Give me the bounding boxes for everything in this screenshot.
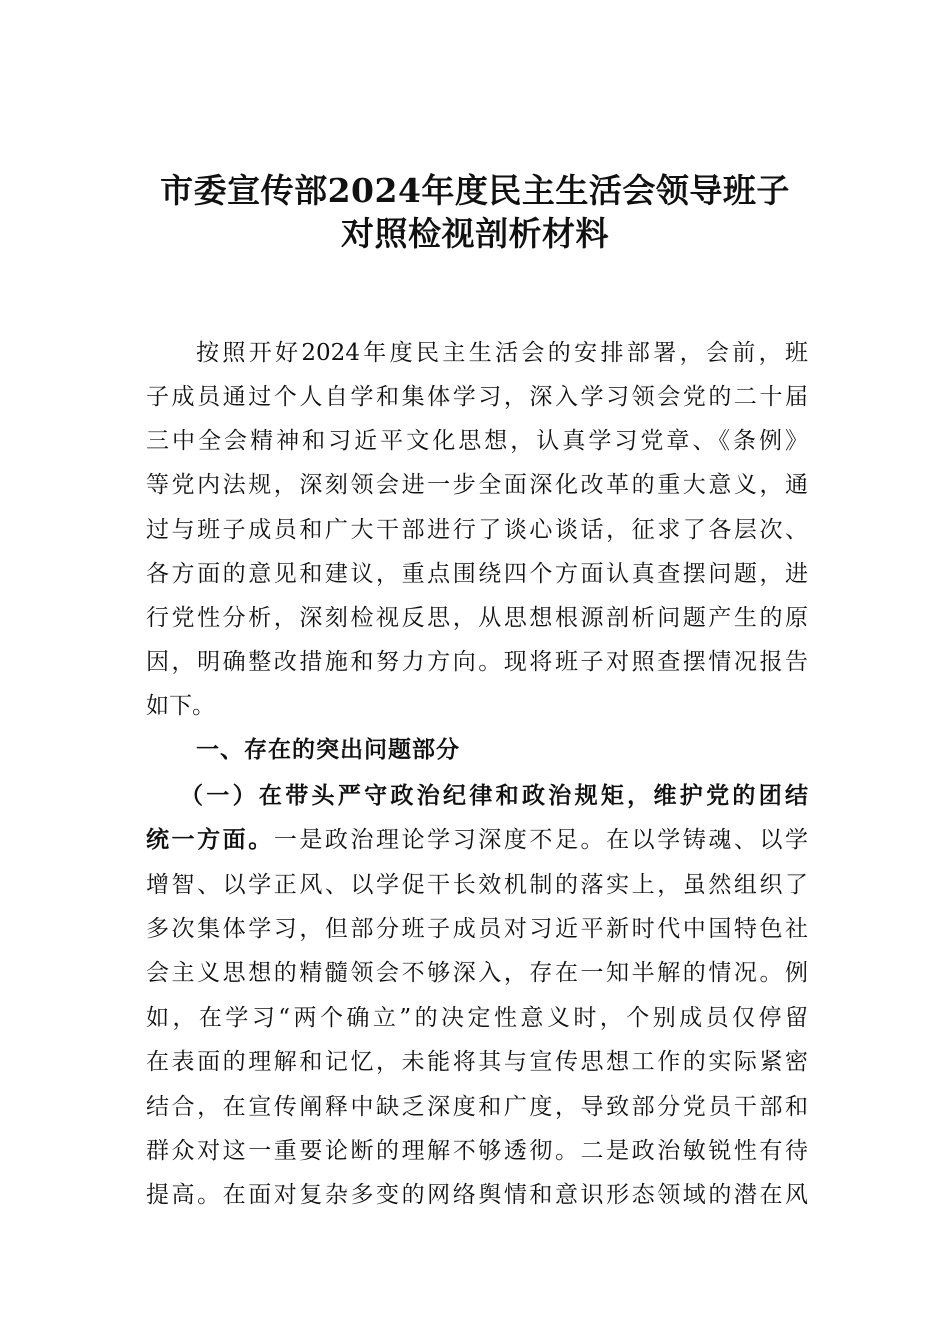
subsection-heading-text: （一）在带头严守政治纪律和政治规矩，维护党的团结 — [180, 782, 808, 809]
body-line: 群众对这一重要论断的理解不够透彻。二是政治敏锐性有待 — [146, 1138, 808, 1164]
body-line — [146, 825, 808, 855]
intro-line: 按照开好2024年度民主生活会的安排部署，会前，班 — [196, 340, 808, 366]
body-line: 在表面的理解和记忆，未能将其与宣传思想工作的实际紧密 — [146, 1049, 808, 1075]
body-line: 结合，在宣传阐释中缺乏深度和广度，导致部分党员干部和 — [146, 1094, 808, 1120]
document-title-line-2: 对照检视剖析材料 — [341, 214, 609, 253]
body-line: 提高。在面对复杂多变的网络舆情和意识形态领域的潜在风 — [146, 1182, 808, 1208]
section-heading: 一、存在的突出问题部分 — [196, 737, 460, 763]
intro-line: 因，明确整改措施和努力方向。现将班子对照查摆情况报告 — [146, 649, 808, 675]
intro-line: 过与班子成员和广大干部进行了谈心谈话，征求了各层次、 — [146, 517, 808, 543]
body-line: 会主义思想的精髓领会不够深入，存在一知半解的情况。例 — [146, 960, 808, 986]
intro-line: 等党内法规，深刻领会进一步全面深化改革的重大意义，通 — [146, 472, 808, 498]
body-line: 多次集体学习，但部分班子成员对习近平新时代中国特色社 — [146, 916, 808, 942]
intro-line: 如下。 — [146, 693, 215, 719]
intro-line: 子成员通过个人自学和集体学习，深入学习领会党的二十届 — [146, 384, 808, 410]
body-text: 一是政治理论学习深度不足。在以学铸魂、以学 — [273, 827, 809, 853]
document-title-line-1: 市委宣传部2024年度民主生活会领导班子 — [160, 171, 790, 210]
intro-line: 行党性分析，深刻检视反思，从思想根源剖析问题产生的原 — [146, 605, 808, 631]
subsection-heading-end: 统一方面。 — [146, 826, 274, 853]
subsection-heading — [180, 781, 808, 811]
intro-line: 各方面的意见和建议，重点围绕四个方面认真查摆问题，进 — [146, 561, 808, 587]
body-line: 如，在学习“两个确立”的决定性意义时，个别成员仅停留 — [146, 1005, 808, 1031]
body-line: 增智、以学正风、以学促干长效机制的落实上，虽然组织了 — [146, 872, 808, 898]
intro-line: 三中全会精神和习近平文化思想，认真学习党章、《条例》 — [146, 428, 808, 454]
